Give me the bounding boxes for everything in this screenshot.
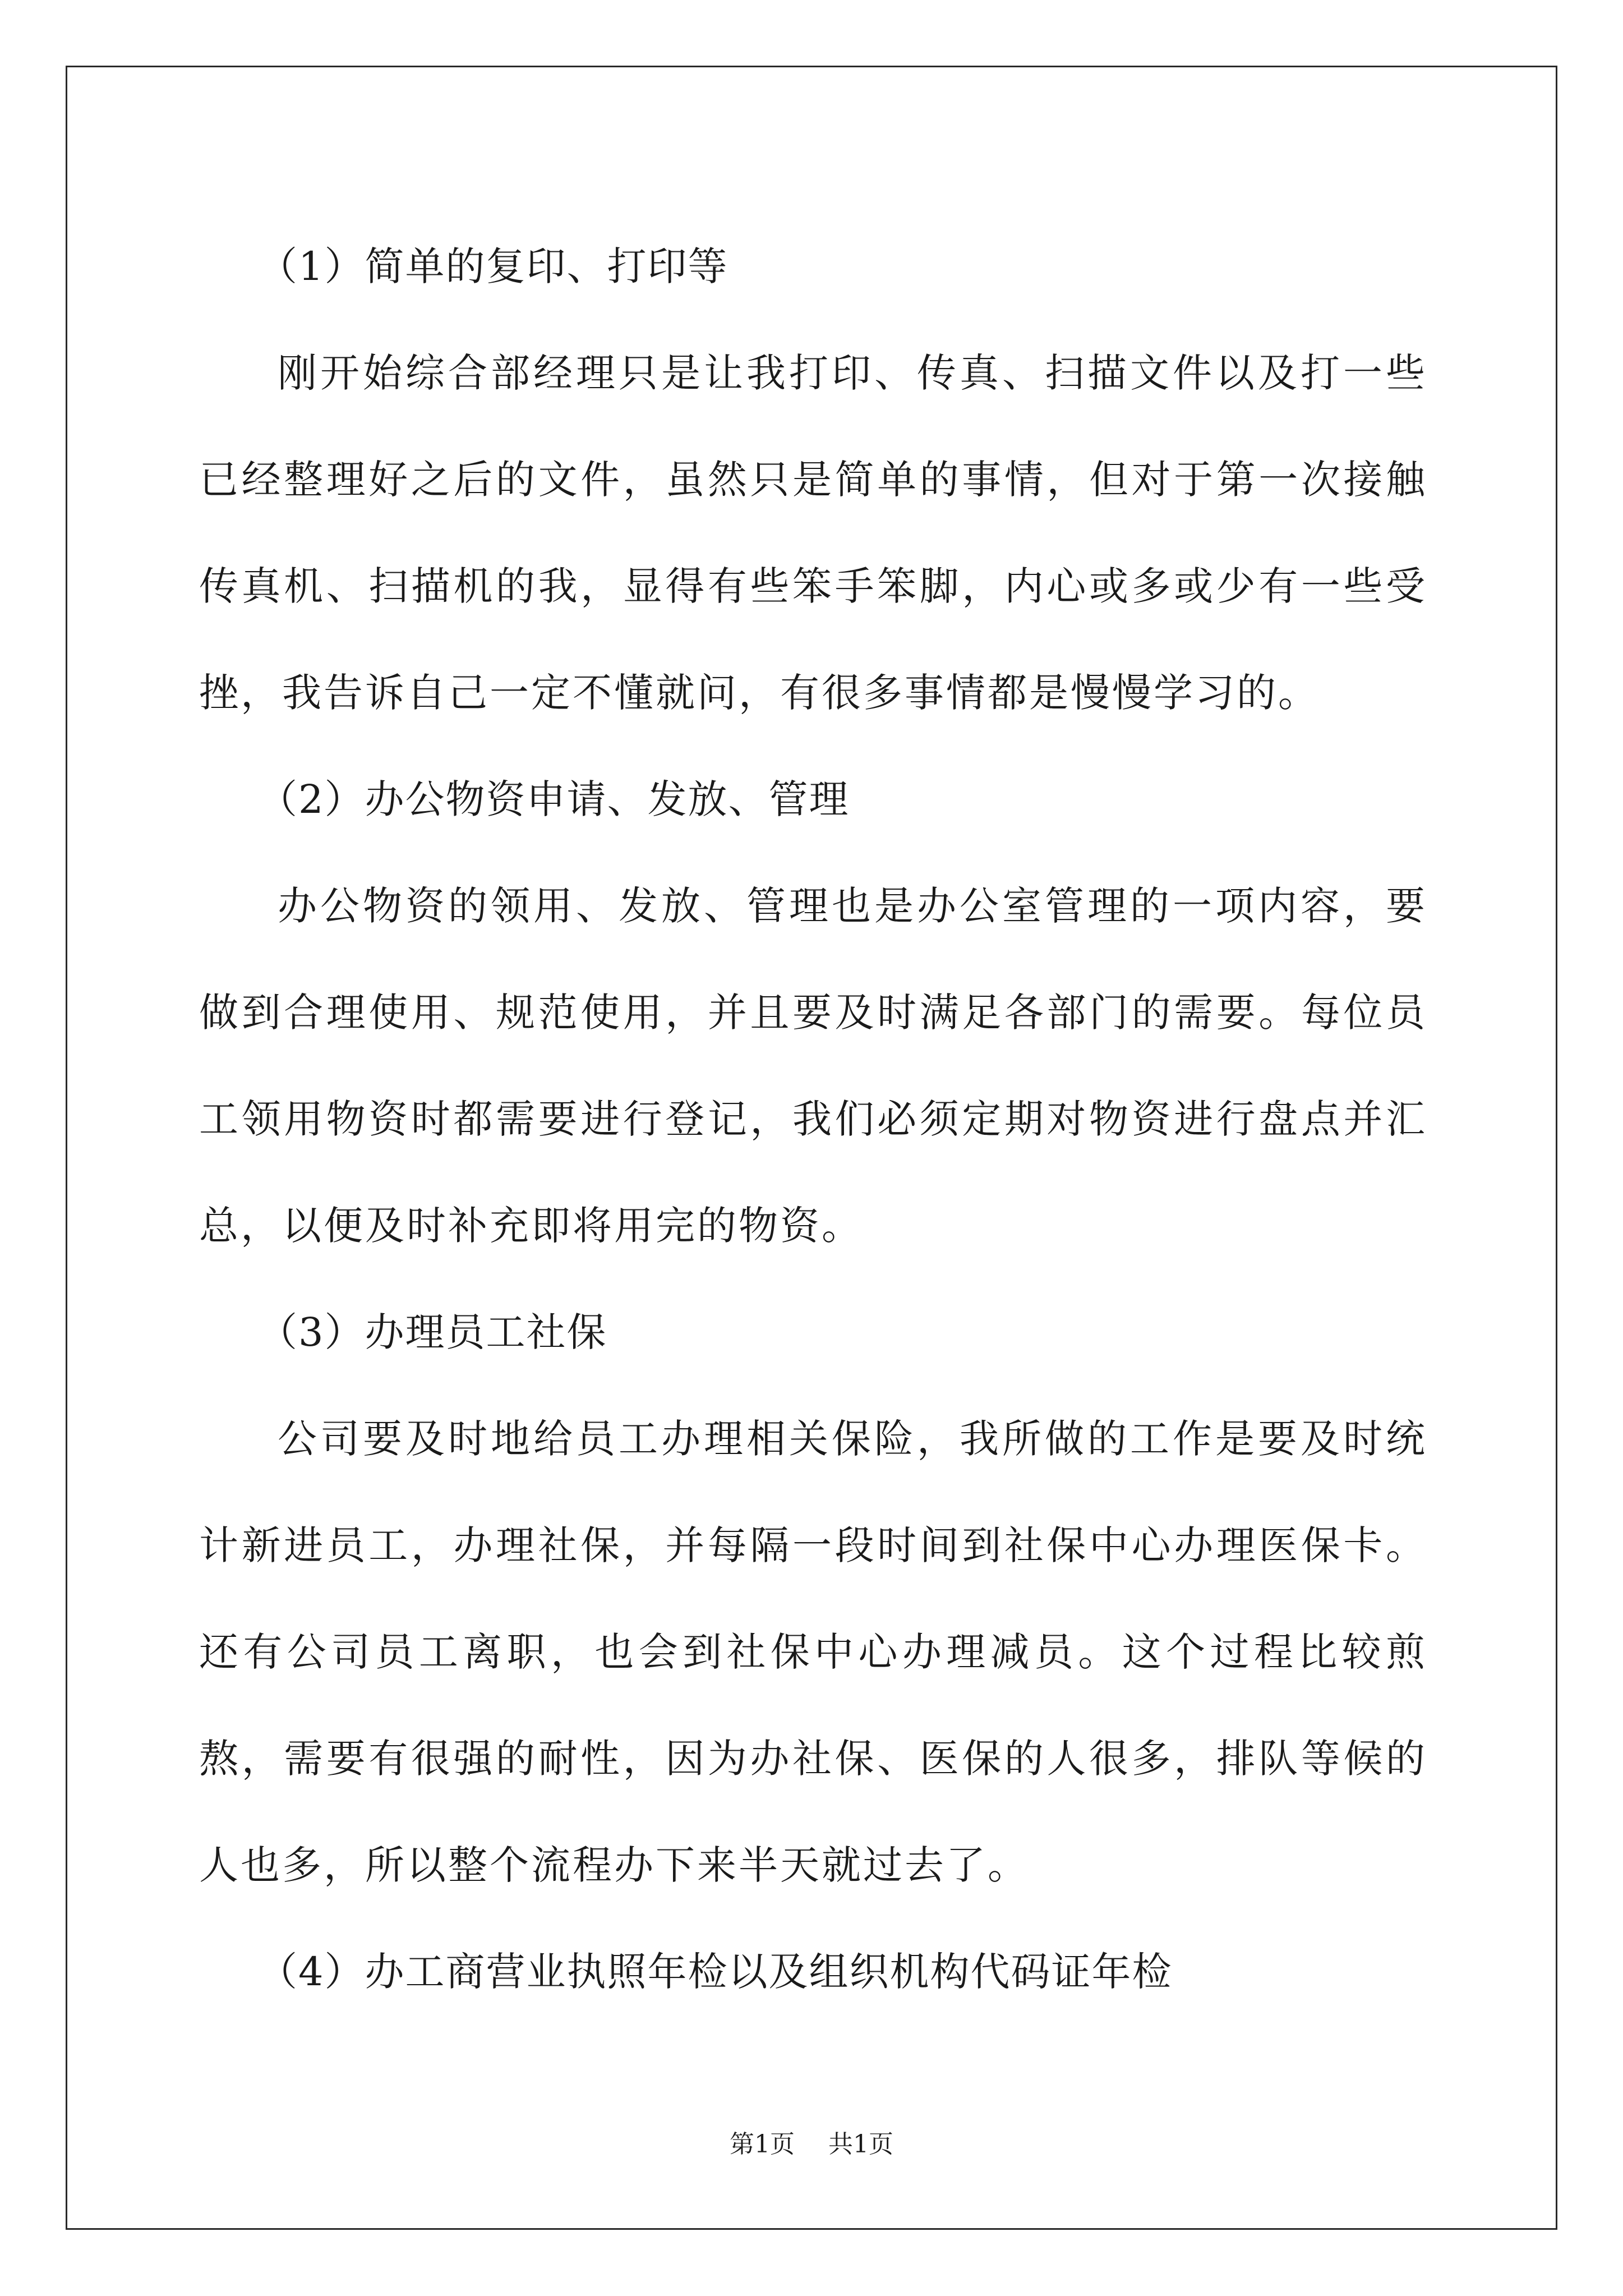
section-heading-2: （2）办公物资申请、发放、管理 (258, 776, 850, 822)
section-heading-4: （4）办工商营业执照年检以及组织机构代码证年检 (258, 1949, 1173, 1995)
page-total: 共1页 (828, 2130, 893, 2159)
page-footer (0, 2124, 1623, 2160)
section-paragraph-3: 公司要及时地给员工办理相关保险，我所做的工作是要及时统计新进员工，办理社保，并每隔一段时间到社保中心办理医保卡。还有公司员工离职，也会到社保中心办理减员。这个过程比较煎熬，需要有很强的耐性，因为办社保、医保的人很多，排队等候的人也多，所以整个流程办下来半天就过去了。 (199, 1416, 1427, 1888)
section-paragraph-1: 刚开始综合部经理只是让我打印、传真、扫描文件以及打一些已经整理好之后的文件，虽然只是简单的事情，但对于第一次接触传真机、扫描机的我，显得有些笨手笨脚，内心或多或少有一些受挫，我告诉自己一定不懂就问，有很多事情都是慢慢学习的。 (199, 350, 1427, 716)
page-number: 第1页 (730, 2130, 795, 2159)
document-body (199, 213, 1427, 2025)
section-heading-3: （3）办理员工社保 (258, 1309, 607, 1355)
section-heading-1: （1）简单的复印、打印等 (258, 243, 728, 289)
section-paragraph-2: 办公物资的领用、发放、管理也是办公室管理的一项内容，要做到合理使用、规范使用，并且要及时满足各部门的需要。每位员工领用物资时都需要进行登记，我们必须定期对物资进行盘点并汇总，以便及时补充即将用完的物资。 (199, 883, 1427, 1249)
